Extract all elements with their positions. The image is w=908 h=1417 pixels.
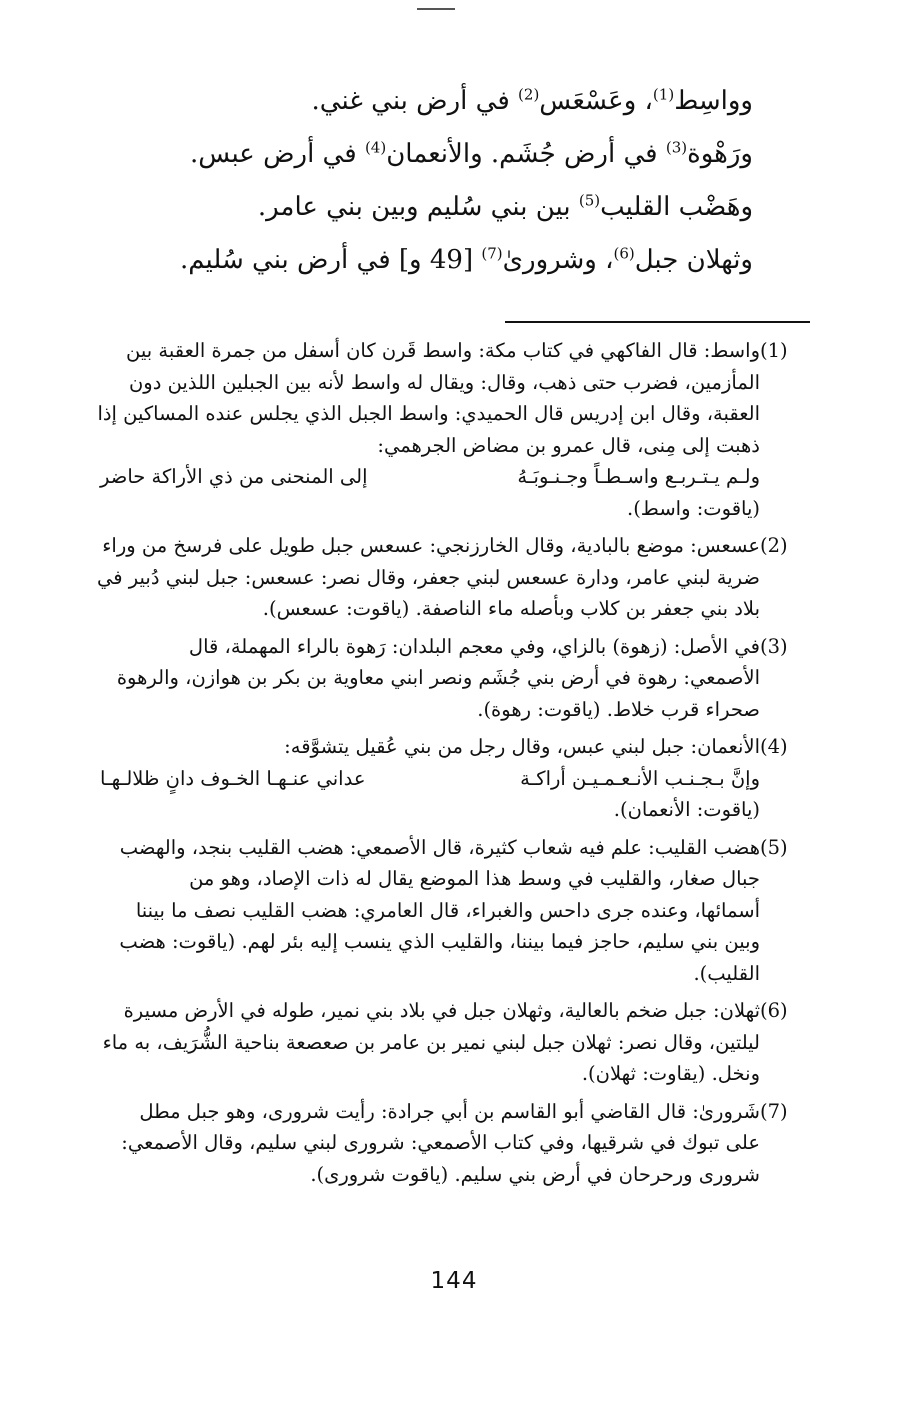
footnote-line: ذهبت إلى مِنى، قال عمرو بن مضاض الجرهمي: bbox=[377, 433, 760, 457]
footnote-body bbox=[80, 631, 760, 726]
footnote-source: (ياقوت: واسط). bbox=[627, 496, 760, 520]
main-text-segment: وهَضْب القليب bbox=[600, 192, 753, 222]
footnote-number: (5) bbox=[760, 835, 788, 859]
page-number: 144 bbox=[430, 1268, 478, 1294]
footnote-line: واسط: قال الفاكهي في كتاب مكة: واسط قَرن كان أسفل من جمرة العقبة بين bbox=[126, 339, 760, 362]
footnote-line: عسعس: موضع بالبادية، وقال الخارزنجي: عسعس جبل طويل على فرسخ من وراء bbox=[102, 534, 760, 557]
footnote-number: (1) bbox=[760, 339, 788, 362]
footnote-body bbox=[80, 335, 760, 524]
footnote-number: (3) bbox=[760, 634, 788, 658]
main-text-segment: وواسِط bbox=[674, 86, 753, 116]
main-text-segment: ، وشرورىٰ bbox=[502, 245, 614, 275]
footnote-source: (ياقوت: الأنعمان). bbox=[613, 798, 760, 821]
footnote bbox=[80, 530, 815, 625]
footnote-line: المأزمين، فضرب حتى ذهب، وقال: ويقال له واسط لأنه بين الجبلين اللذين دون bbox=[128, 370, 760, 394]
footnote-line: شَرورىٰ: قال القاضي أبو القاسم بن أبي جرادة: رأيت شرورى، وهو جبل مطل bbox=[139, 1099, 760, 1123]
footnote-line: صحراء قرب خلاط. (ياقوت: رهوة). bbox=[477, 697, 760, 721]
footnote-line: هضب القليب: علم فيه شعاب كثيرة، قال الأصمعي: هضب القليب بنجد، والهضب bbox=[119, 835, 760, 859]
footnote bbox=[80, 832, 815, 990]
footnote-body bbox=[80, 1096, 760, 1191]
main-text-segment: بين بني سُليم وبين بني عامر. bbox=[257, 192, 579, 222]
footnote-ref-2[interactable]: (2) bbox=[518, 85, 540, 104]
main-text-segment: ورَهْوة bbox=[687, 139, 753, 169]
footnote-body bbox=[80, 995, 760, 1090]
main-line-1 bbox=[133, 75, 753, 128]
footnote-body bbox=[80, 832, 760, 990]
footnote-line: بلاد بني جعفر بن كلاب وبأصله ماء الناصفة. (ياقوت: عسعس). bbox=[262, 597, 760, 620]
footnote-line: شرورى ورحرحان في أرض بني سليم. (ياقوت شرورى). bbox=[310, 1162, 760, 1186]
footnote-line: ضرية لبني عامر، ودارة عسعس لبني جعفر، وقال نصر: عسعس: جبل لبني دُبير في bbox=[97, 565, 760, 589]
footnote-line: وبين بني سليم، حاجز فيما بيننا، والقليب الذي ينسب إليه بئر لهم. (ياقوت: هضب bbox=[119, 930, 760, 953]
footnote-line: على تبوك في شرقيها، وفي كتاب الأصمعي: شرورى لبني سليم، وقال الأصمعي: bbox=[121, 1131, 760, 1154]
footnote bbox=[80, 335, 815, 524]
footnote bbox=[80, 995, 815, 1090]
main-text bbox=[133, 75, 753, 287]
footnote-body bbox=[80, 731, 760, 826]
footnote-number: (6) bbox=[760, 999, 788, 1022]
main-text-segment: في أرض عبس. bbox=[190, 139, 365, 169]
footnote bbox=[80, 631, 815, 726]
verse-first-hemistich: وإنَّ بـجـنـب الأنـعـمـيـن أراكـة bbox=[520, 766, 760, 790]
footnote-line: جبال صغار، والقليب في وسط هذا الموضع يقال له ذات الإصاد، وهو من bbox=[189, 867, 760, 890]
main-text-segment: ، وعَسْعَس bbox=[539, 86, 653, 116]
poetry-verse bbox=[80, 763, 760, 795]
footnote-number: (4) bbox=[760, 735, 788, 758]
footnote-line: العقبة، وقال ابن إدريس قال الحميدي: واسط الجبل الذي يجلس عنده المساكين إذا bbox=[97, 402, 760, 425]
main-text-segment: في أرض جُشَم. والأنعمان bbox=[386, 139, 666, 169]
main-text-segment: [49 و] في أرض بني سُليم. bbox=[179, 245, 482, 275]
footnote-ref-1[interactable]: (1) bbox=[652, 85, 675, 104]
footnote bbox=[80, 731, 815, 826]
footnote-line: ليلتين، وقال نصر: ثهلان جبل لبني نمير بن عامر بن صعصعة بناحية الشُّرَيف، به ماء bbox=[102, 1030, 760, 1054]
footnote-line: ثهلان: جبل ضخم بالعالية، وثهلان جبل في بلاد بني نمير، طوله في الأرض مسيرة bbox=[123, 999, 760, 1022]
footnotes bbox=[80, 335, 815, 1196]
main-line-4 bbox=[133, 234, 753, 287]
footnote-ref-4[interactable]: (4) bbox=[364, 138, 387, 157]
main-text-segment: في أرض بني غني. bbox=[311, 86, 519, 116]
footnote-number: (7) bbox=[760, 1099, 788, 1123]
top-rule bbox=[417, 8, 455, 10]
main-line-2 bbox=[133, 128, 753, 181]
main-line-3 bbox=[133, 181, 753, 234]
footnote-line: أسمائها، وعنده جرى داحس والغبراء، قال العامري: هضب القليب نصف ما بيننا bbox=[135, 898, 760, 922]
footnote-ref-6[interactable]: (6) bbox=[613, 244, 635, 263]
verse-second-hemistich: إلى المنحنى من ذي الأراكة حاضر bbox=[100, 465, 368, 488]
footnote-number: (2) bbox=[760, 534, 788, 557]
footnote bbox=[80, 1096, 815, 1191]
footnote-line: الأصمعي: رهوة في أرض بني جُشَم ونصر ابني معاوية بن بكر بن هوازن، والرهوة bbox=[116, 666, 760, 689]
footnote-body bbox=[80, 530, 760, 625]
footnote-line: ونخل. (يقاوت: ثهلان). bbox=[581, 1062, 760, 1085]
verse-first-hemistich: ولـم يـتـربـع واسـطـاً وجـنـوبَـهُ bbox=[517, 465, 760, 488]
footnote-ref-5[interactable]: (5) bbox=[578, 191, 601, 210]
footnote-line: الأنعمان: جبل لبني عبس، وقال رجل من بني عُقيل يتشوَّقه: bbox=[284, 735, 760, 758]
main-text-segment: وثهلان جبل bbox=[634, 245, 753, 275]
footnote-line: القليب). bbox=[693, 961, 760, 985]
footnote-line: في الأصل: (زهوة) بالزاي، وفي معجم البلدان: رَهوة بالراء المهملة، قال bbox=[188, 634, 760, 658]
verse-second-hemistich: عداني عنـهـا الخـوف دانٍ ظلالـهـا bbox=[100, 766, 366, 790]
footnote-separator bbox=[505, 321, 810, 323]
footnote-ref-7[interactable]: (7) bbox=[481, 244, 503, 263]
footnote-ref-3[interactable]: (3) bbox=[665, 138, 688, 157]
poetry-verse bbox=[80, 461, 760, 493]
